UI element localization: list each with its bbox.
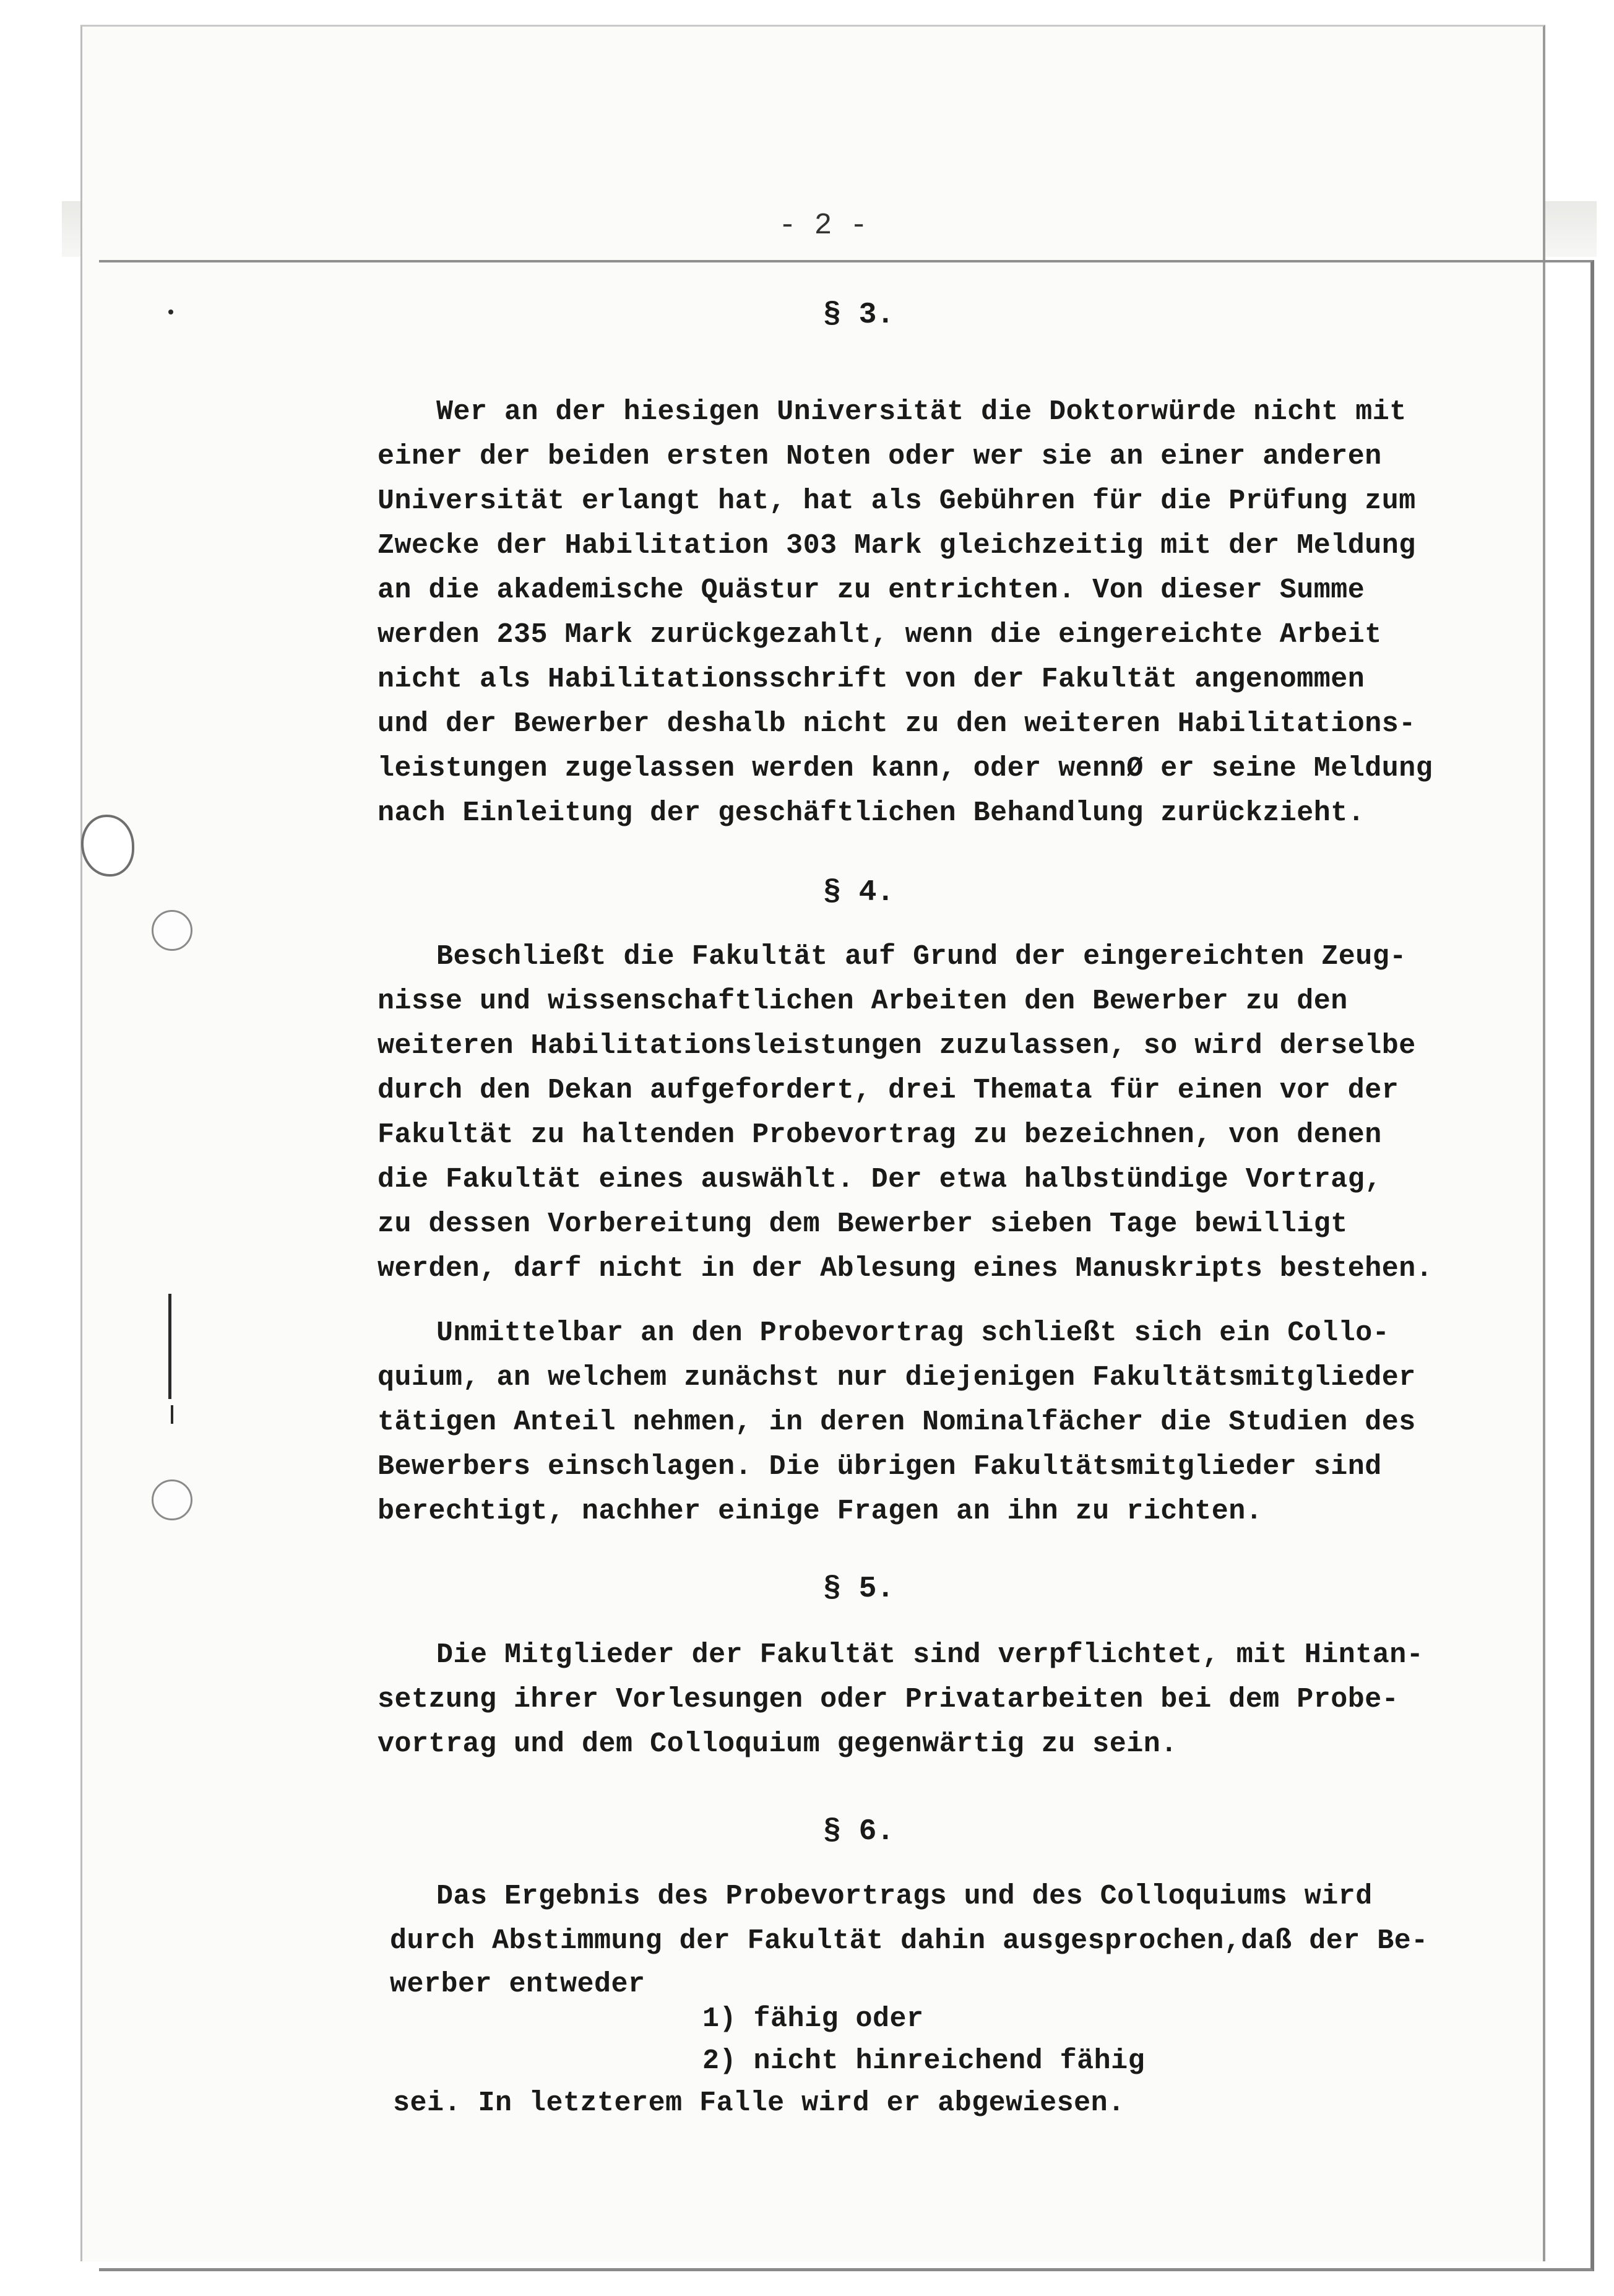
section-4-line: Bewerbers einschlagen. Die übrigen Fakultätsmitglieder sind (378, 1451, 1382, 1483)
section-6-line: Das Ergebnis des Probevortrags und des Colloquiums wird (436, 1881, 1373, 1912)
section-4-line: berechtigt, nachher einige Fragen an ihn zu richten. (378, 1496, 1263, 1527)
section-3-line: Universität erlangt hat, hat als Gebühren für die Prüfung zum (378, 485, 1416, 517)
section-3-line: leistungen zugelassen werden kann, oder wennØ er seine Meldung (378, 753, 1433, 784)
section-4-line: Beschließt die Fakultät auf Grund der eingereichten Zeug- (436, 941, 1407, 973)
section-6-line: durch Abstimmung der Fakultät dahin ausgesprochen,daß der Be- (390, 1925, 1428, 1957)
section-4-line: durch den Dekan aufgefordert, drei Themata für einen vor der (378, 1075, 1399, 1106)
list-item: 1) fähig oder (702, 2003, 924, 2035)
margin-line-mark (168, 1294, 171, 1399)
section-3-line: Wer an der hiesigen Universität die Doktorwürde nicht mit (436, 396, 1407, 428)
section-3-line: einer der beiden ersten Noten oder wer sie an einer anderen (378, 441, 1382, 472)
section-6-closing: sei. In letzterem Falle wird er abgewiesen. (393, 2087, 1125, 2119)
section-4-line: quium, an welchem zunächst nur diejenigen Fakultätsmitglieder (378, 1362, 1416, 1393)
section-5-line: vortrag und dem Colloquium gegenwärtig zu sein. (378, 1728, 1178, 1760)
margin-dash-mark (171, 1405, 173, 1424)
section-4-line: nisse und wissenschaftlichen Arbeiten den Bewerber zu den (378, 986, 1348, 1017)
section-4-line: weiteren Habilitationsleistungen zuzulassen, so wird derselbe (378, 1030, 1416, 1062)
punch-hole-lower (152, 1479, 192, 1520)
punch-hole-upper (152, 910, 192, 951)
section-4-line: zu dessen Vorbereitung dem Bewerber sieben Tage bewilligt (378, 1208, 1348, 1240)
section-4-line: Fakultät zu haltenden Probevortrag zu bezeichnen, von denen (378, 1119, 1382, 1151)
section-3-line: und der Bewerber deshalb nicht zu den weiteren Habilitations- (378, 708, 1416, 740)
section-3-line: nicht als Habilitationsschrift von der Fakultät angenommen (378, 664, 1365, 695)
section-3-line: an die akademische Quästur zu entrichten. Von dieser Summe (378, 574, 1365, 606)
section-6-line: werber entweder (390, 1969, 645, 2000)
section-5-line: Die Mitglieder der Fakultät sind verpflichtet, mit Hintan- (436, 1639, 1424, 1671)
section-5-heading: § 5. (823, 1572, 895, 1606)
section-4-line: werden, darf nicht in der Ablesung eines Manuskripts bestehen. (378, 1253, 1433, 1284)
page-number: - 2 - (779, 209, 868, 243)
section-3-line: werden 235 Mark zurückgezahlt, wenn die eingereichte Arbeit (378, 619, 1382, 651)
section-4-line: tätigen Anteil nehmen, in deren Nominalfächer die Studien des (378, 1406, 1416, 1438)
section-6-heading: § 6. (823, 1815, 895, 1848)
section-3-line: nach Einleitung der geschäftlichen Behandlung zurückzieht. (378, 797, 1365, 829)
list-item: 2) nicht hinreichend fähig (702, 2045, 1146, 2077)
section-5-line: setzung ihrer Vorlesungen oder Privatarbeiten bei dem Probe- (378, 1684, 1399, 1715)
section-3-line: Zwecke der Habilitation 303 Mark gleichzeitig mit der Meldung (378, 530, 1416, 561)
section-4-heading: § 4. (823, 876, 895, 909)
section-4-line: die Fakultät eines auswählt. Der etwa halbstündige Vortrag, (378, 1164, 1382, 1195)
section-3-heading: § 3. (823, 298, 895, 332)
section-4-line: Unmittelbar an den Probevortrag schließt sich ein Collo- (436, 1317, 1390, 1349)
margin-dot-mark (168, 310, 173, 314)
